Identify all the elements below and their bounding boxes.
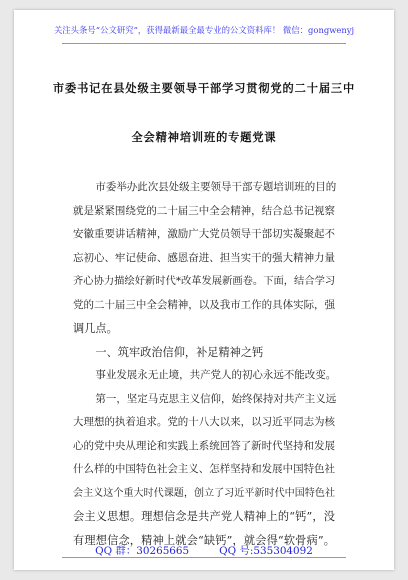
paragraph bbox=[73, 364, 335, 388]
text-line: 一、筑牢政治信仰，补足精神之钙 bbox=[95, 345, 264, 359]
footer-divider bbox=[62, 557, 346, 558]
text-line: 市委举办此次县处级主要领导干部专题培训班的目的 bbox=[95, 181, 337, 193]
document-title-line-2: 全会精神培训班的专题党课 bbox=[131, 130, 277, 144]
page-header: 关注头条号“公文研究”，获得最新最全最专业的公文资料库！ 微信：gongwenyj bbox=[53, 25, 355, 35]
paragraph bbox=[73, 176, 335, 341]
footer-qq-group: QQ 群：30265665 bbox=[95, 545, 190, 557]
header-divider bbox=[62, 43, 346, 44]
text-line: 安徽重要讲话精神，激励广大党员领导干部切实凝聚起不 bbox=[73, 228, 335, 240]
footer-qq-number: QQ 号:535304092 bbox=[219, 545, 313, 557]
text-line: 什么样的中国特色社会主义、怎样坚持和发展中国特色社 bbox=[73, 463, 335, 475]
text-line: 事业发展永无止境，共产党人的初心永远不能改变。 bbox=[95, 369, 337, 381]
text-line: 就是紧紧围绕党的二十届三中全会精神，结合总书记视察 bbox=[73, 204, 335, 217]
page-footer bbox=[14, 542, 394, 557]
text-line: 会主义这个重大时代课题，创立了习近平新时代中国特色社 bbox=[73, 487, 336, 499]
text-line: 大理想的执着追求。党的十八大以来，以习近平同志为核 bbox=[73, 416, 335, 428]
document-page bbox=[14, 10, 394, 570]
text-line: 第一，坚定马克思主义信仰，始终保持对共产主义远 bbox=[95, 392, 337, 405]
document-title-line-1: 市委书记在县处级主要领导干部学习贯彻党的二十届三中 bbox=[52, 81, 356, 95]
paragraph bbox=[73, 388, 335, 553]
text-line: 有理想信念，精神上就会“缺钙”，就会得“软骨病”。 bbox=[73, 533, 335, 547]
text-line: 党的二十届三中全会精神，以及我市工作的具体实际，强 bbox=[73, 298, 335, 311]
text-line: 心的党中央从理论和实践上系统回答了新时代坚持和发展 bbox=[73, 439, 335, 452]
text-line: 调几点。 bbox=[73, 322, 118, 335]
document-body bbox=[73, 176, 335, 552]
text-line: 齐心协力描绘好新时代*改革发展新画卷。下面，结合学习 bbox=[73, 275, 336, 287]
section-heading bbox=[73, 341, 335, 365]
text-line: 忘初心、牢记使命、感恩奋进、担当实干的强大精神力量 bbox=[73, 251, 335, 264]
text-line: 会主义思想。理想信念是共产党人精神上的“钙”，没 bbox=[73, 510, 335, 523]
